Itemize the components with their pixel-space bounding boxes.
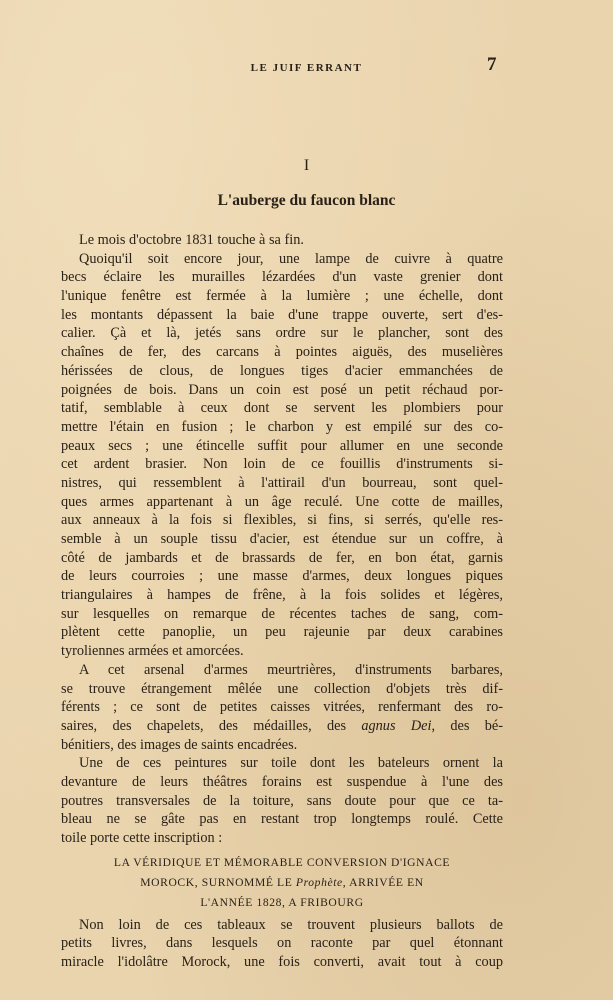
text-line: Une de ces peintures sur toile dont les bateleurs ornent la: [79, 755, 503, 772]
text-line: nistres, qui ressemblent à l'attirail d'un bourreau, sont quel-: [61, 474, 503, 491]
text-line: chaînes de fer, des carcans à pointes aiguës, des muselières: [61, 344, 503, 361]
page-number: 7: [487, 54, 497, 75]
text-line: tyroliennes armées et amorcées.: [61, 643, 244, 660]
text-line: bénitiers, des images de saints encadrées.: [61, 736, 298, 753]
text-line: l'unique fenêtre est fermée à la lumière ; une échelle, dont: [61, 288, 503, 305]
text-segment: saires, des chapelets, des médailles, des: [61, 717, 347, 734]
text-line: plètent cette panoplie, un peu rajeunie par deux carabines: [61, 624, 503, 641]
text-line: se trouve étrangement mêlée une collection d'objets très dif-: [61, 680, 503, 697]
running-title: LE JUIF ERRANT: [250, 62, 363, 74]
text-line: mettre l'étain en fusion ; le charbon y est empilé sur des co-: [61, 418, 503, 435]
text-line: côté de jambards et de brassards de fer, en bon état, garnis: [61, 549, 503, 566]
italic-phrase: Prophète: [295, 875, 343, 889]
text-line: petits livres, dans lesquels on raconte par quel étonnant: [61, 935, 503, 952]
inscription-line: L'ANNÉE 1828, A FRIBOURG: [200, 895, 364, 909]
text-line: tatif, semblable à ceux dont se servent les plombiers pour: [61, 400, 503, 417]
text-line: de leurs courroies ; une masse d'armes, deux longues piques: [61, 568, 503, 585]
text-line: semble à un souple tissu d'acier, est étendue sur un coffre, à: [61, 531, 503, 547]
text-line: cet ardent brasier. Non loin de ce fouillis d'instruments si-: [61, 456, 503, 473]
text-line: peaux secs ; une étincelle suffit pour allumer en une seconde: [61, 437, 503, 454]
text-line: sur lesquelles on remarque de récentes taches de sang, com-: [61, 605, 503, 622]
text-line: bleau ne se gâte pas en restant trop longtemps roulé. Cette: [61, 811, 503, 828]
inscription-line: LA VÉRIDIQUE ET MÉMORABLE CONVERSION D'IGNACE: [113, 855, 451, 869]
text-line: [61, 717, 503, 736]
text-line: poutres transversales de la toiture, sans doute pour que ce ta-: [61, 792, 503, 809]
text-line: aux anneaux à la fois si flexibles, si fins, si serrés, qu'elle res-: [61, 512, 503, 529]
chapter-title: L'auberge du faucon blanc: [217, 192, 396, 209]
text-segment: , des bé-: [431, 717, 504, 734]
text-line: ques armes appartenant à un âge reculé. Une cotte de mailles,: [61, 493, 503, 510]
text-line: miracle l'idolâtre Morock, une fois converti, avait tout à coup: [61, 954, 503, 971]
text-line: férents ; ce sont de petites caisses vitrées, renfermant des ro-: [61, 699, 503, 716]
text-line: hérissées de clous, de longues tiges d'acier emmanchées de: [61, 362, 503, 379]
text-line: Le mois d'octobre 1831 touche à sa fin.: [79, 232, 304, 248]
text-line: triangulaires à hampes de frêne, à la fois solides et légères,: [61, 587, 503, 604]
text-line: becs éclaire les murailles lézardées d'un vaste grenier dont: [61, 269, 503, 286]
text-line: calier. Çà et là, jetés sans ordre sur le plancher, sont des: [61, 325, 503, 342]
text-line: Non loin de ces tableaux se trouvent plusieurs ballots de: [79, 916, 503, 933]
text-line: Quoiqu'il soit encore jour, une lampe de cuivre à quatre: [79, 250, 503, 267]
body-text: [61, 231, 503, 972]
text-line: A cet arsenal d'armes meurtrières, d'instruments barbares,: [79, 661, 503, 678]
inscription-line: [61, 873, 503, 893]
text-line: les montants dépassent la baie d'une trappe ouverte, sert d'es-: [61, 306, 503, 323]
text-segment: MOROCK, SURNOMMÉ LE: [140, 875, 296, 889]
text-line: poignées de bois. Dans un coin est posé un petit réchaud por-: [61, 381, 503, 398]
text-line: toile porte cette inscription :: [61, 830, 223, 846]
text-segment: , ARRIVÉE EN: [342, 875, 424, 889]
text-line: devanture de leurs théâtres forains est suspendue à l'une des: [61, 773, 503, 790]
italic-phrase: agnus Dei: [361, 717, 432, 734]
chapter-number: I: [303, 157, 310, 174]
